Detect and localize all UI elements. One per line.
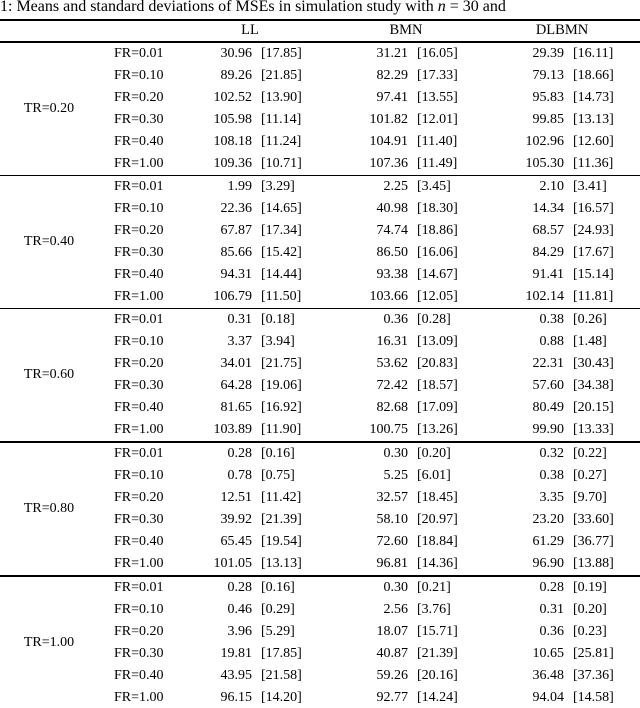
sd-value: [9.70] [573,490,607,505]
mean-value: 96.90 [532,556,565,571]
mean-value: 101.82 [369,112,408,127]
sd-value: [33.60] [573,512,614,527]
fr-label: FR=0.40 [114,534,164,549]
mean-value: 19.81 [220,646,252,661]
sd-value: [25.81] [573,646,614,661]
sd-value: [21.58] [261,668,302,683]
sd-value: [16.11] [573,46,614,61]
sd-value: [20.15] [573,400,614,415]
mean-value: 0.32 [484,442,564,465]
fr-label: FR=0.30 [114,512,164,527]
mean-value: 0.36 [539,624,565,639]
sd-value: [14.36] [417,556,458,571]
fr-label: FR=1.00 [114,690,164,705]
sd-value: [20.97] [417,512,458,527]
table-row [0,176,640,199]
mean-value: 99.90 [532,422,565,437]
tr-group-label: TR=0.20 [23,101,75,116]
sd-value: [0.23] [573,624,607,639]
mean-value: 85.66 [220,245,252,260]
fr-label: FR=0.10 [114,602,164,617]
mean-value: 91.41 [532,267,565,282]
mean-value: 102.52 [213,90,252,105]
mean-value: 5.25 [383,468,408,483]
mean-value: 92.77 [376,690,408,705]
sd-value: [0.20] [408,442,484,465]
sd-value: [16.05] [417,46,458,61]
mean-value: 82.68 [376,400,408,415]
sd-value: [12.01] [417,112,458,127]
mean-value: 43.95 [220,668,252,683]
sd-value: [13.88] [573,556,614,571]
sd-value: [14.65] [261,201,302,216]
fr-label: FR=1.00 [114,422,164,437]
sd-value: [0.16] [252,576,328,599]
mean-value: 2.25 [328,176,408,199]
mean-value: 105.30 [525,156,565,171]
mean-value: 3.35 [539,490,565,505]
fr-label: FR=0.40 [114,267,164,282]
fr-label: FR=0.10 [114,468,164,483]
mean-value: 95.83 [532,90,565,105]
sd-value: [0.20] [573,602,607,617]
mean-value: 59.26 [376,668,408,683]
sd-value: [3.76] [417,602,451,617]
sd-value: [14.20] [261,690,302,705]
sd-value: [5.29] [261,624,295,639]
fr-label: FR=0.40 [114,134,164,149]
mean-value: 58.10 [376,512,408,527]
mean-value: 57.60 [532,378,565,393]
mean-value: 93.38 [376,267,408,282]
caption-text-segment: 1: Means and standard deviations of MSEs in simulation study with [0,0,438,15]
sd-value: [36.77] [573,534,614,549]
sd-value: [11.50] [261,289,302,304]
sd-value: [13.13] [261,556,302,571]
sd-value: [11.90] [261,422,302,437]
sd-value: [34.38] [573,378,614,393]
sd-value: [12.05] [417,289,458,304]
sd-value: [18.57] [417,378,458,393]
mean-value: 100.75 [369,422,408,437]
sd-value: [14.44] [261,267,302,282]
results-table [0,19,640,708]
fr-label: FR=0.10 [114,334,164,349]
mean-value: 2.10 [484,176,564,199]
mean-value: 80.49 [532,400,565,415]
mean-value: 65.45 [220,534,252,549]
sd-value: [0.18] [252,309,328,332]
sd-value: [13.13] [573,112,614,127]
mean-value: 82.29 [376,68,408,83]
mean-value: 72.60 [376,534,408,549]
sd-value: [21.85] [261,68,302,83]
sd-value: [18.86] [417,223,458,238]
sd-value: [0.19] [564,576,640,599]
mean-value: 22.36 [220,201,252,216]
mean-value: 67.87 [220,223,252,238]
mean-value: 0.88 [539,334,565,349]
fr-label: FR=0.01 [98,442,172,465]
fr-label: FR=0.20 [114,223,164,238]
sd-value: [11.14] [261,112,302,127]
header-spacer-fr [98,20,172,42]
mean-value: 103.66 [369,289,408,304]
mean-value: 53.62 [376,356,408,371]
mean-value: 74.74 [376,223,408,238]
col-header-bmn: BMN [328,20,484,42]
mean-value: 109.36 [213,156,252,171]
mean-value: 0.36 [328,309,408,332]
sd-value: [6.01] [417,468,451,483]
mean-value: 0.28 [172,442,252,465]
fr-label: FR=0.20 [114,356,164,371]
mean-value: 40.98 [376,201,408,216]
table-row [0,442,640,465]
sd-value: [11.36] [573,156,614,171]
mean-value: 39.92 [220,512,252,527]
sd-value: [13.90] [261,90,302,105]
mean-value: 79.13 [532,68,565,83]
mean-value: 3.37 [227,334,252,349]
mean-value: 1.99 [172,176,252,199]
mean-value: 81.65 [220,400,252,415]
mean-value: 0.46 [227,602,252,617]
sd-value: [3.45] [408,176,484,199]
caption-text-segment: = 30 and [445,0,506,15]
mean-value: 101.05 [213,556,252,571]
mean-value: 102.96 [525,134,565,149]
sd-value: [15.71] [417,624,458,639]
table-row [0,309,640,332]
sd-value: [24.93] [573,223,614,238]
mean-value: 86.50 [376,245,408,260]
sd-value: [0.21] [408,576,484,599]
sd-value: [11.49] [417,156,458,171]
sd-value: [17.85] [261,646,302,661]
mean-value: 107.36 [369,156,408,171]
mean-value: 32.57 [376,490,408,505]
mean-value: 68.57 [532,223,565,238]
sd-value: [30.43] [573,356,614,371]
col-header-dlbmn: DLBMN [484,20,640,42]
sd-value: [0.28] [408,309,484,332]
mean-value: 0.30 [328,442,408,465]
mean-value: 16.31 [376,334,408,349]
mean-value: 61.29 [532,534,565,549]
fr-label: FR=0.20 [114,624,164,639]
fr-label: FR=1.00 [114,289,164,304]
mean-value: 0.28 [172,576,252,599]
fr-label: FR=0.01 [98,176,172,199]
sd-value: [37.36] [573,668,614,683]
mean-value: 97.41 [376,90,408,105]
sd-value: [11.40] [417,134,458,149]
sd-value: [11.24] [261,134,302,149]
mean-value: 0.38 [484,309,564,332]
sd-value: [20.83] [417,356,458,371]
fr-label: FR=0.10 [114,201,164,216]
header-spacer-tr [0,20,98,42]
sd-value: [14.73] [573,90,614,105]
sd-value: [18.30] [417,201,458,216]
sd-value: [0.26] [564,309,640,332]
table-row [0,42,640,65]
fr-label: FR=0.01 [114,46,164,61]
tr-group-label: TR=0.40 [0,176,98,309]
sd-value: [11.42] [261,490,302,505]
sd-value: [13.33] [573,422,614,437]
sd-value: [15.42] [261,245,302,260]
mean-value: 94.04 [532,690,565,705]
sd-value: [20.16] [417,668,458,683]
fr-label: FR=0.40 [114,668,164,683]
sd-value: [3.29] [252,176,328,199]
mean-value: 12.51 [220,490,252,505]
mean-value: 31.21 [376,46,408,61]
fr-label: FR=0.30 [114,378,164,393]
sd-value: [0.75] [261,468,295,483]
sd-value: [0.22] [564,442,640,465]
sd-value: [13.55] [417,90,458,105]
mean-value: 0.78 [227,468,252,483]
fr-label: FR=0.01 [98,309,172,332]
mean-value: 14.34 [532,201,565,216]
mean-value: 94.31 [220,267,252,282]
fr-label: FR=0.30 [114,245,164,260]
mean-value: 64.28 [220,378,252,393]
tr-group-label: TR=1.00 [0,576,98,708]
sd-value: [14.24] [417,690,458,705]
fr-label: FR=0.30 [114,112,164,127]
table-body [0,42,640,708]
mean-value: 105.98 [213,112,252,127]
header-row [0,20,640,42]
sd-value: [17.85] [261,46,302,61]
fr-label: FR=0.30 [114,646,164,661]
sd-value: [13.26] [417,422,458,437]
sd-value: [21.75] [261,356,302,371]
mean-value: 29.39 [532,46,565,61]
sd-value: [21.39] [261,512,302,527]
mean-value: 0.31 [172,309,252,332]
caption-math-segment: n [437,0,446,15]
mean-value: 104.91 [369,134,408,149]
col-header-ll: LL [172,20,328,42]
fr-label: FR=0.20 [114,90,164,105]
table-row [0,576,640,599]
sd-value: [16.92] [261,400,302,415]
sd-value: [18.45] [417,490,458,505]
sd-value: [19.54] [261,534,302,549]
sd-value: [17.09] [417,400,458,415]
mean-value: 0.38 [539,468,565,483]
sd-value: [13.09] [417,334,458,349]
sd-value: [14.67] [417,267,458,282]
tr-group-label: TR=0.60 [0,309,98,443]
sd-value: [0.16] [252,442,328,465]
mean-value: 96.15 [220,690,252,705]
mean-value: 22.31 [532,356,565,371]
mean-value: 102.14 [525,289,565,304]
mean-value: 72.42 [376,378,408,393]
mean-value: 34.01 [220,356,252,371]
sd-value: [15.14] [573,267,614,282]
sd-value: [12.60] [573,134,614,149]
mean-value: 103.89 [213,422,252,437]
fr-label: FR=1.00 [114,556,164,571]
mean-value: 10.65 [532,646,565,661]
sd-value: [16.57] [573,201,614,216]
mean-value: 89.26 [220,68,252,83]
sd-value: [17.67] [573,245,614,260]
fr-label: FR=0.20 [114,490,164,505]
mean-value: 84.29 [532,245,565,260]
mean-value: 96.81 [376,556,408,571]
mean-value: 2.56 [383,602,408,617]
mean-value: 30.96 [220,46,252,61]
mean-value: 108.18 [213,134,252,149]
sd-value: [21.39] [417,646,458,661]
fr-label: FR=0.01 [98,576,172,599]
mean-value: 18.07 [376,624,408,639]
fr-label: FR=0.10 [114,68,164,83]
sd-value: [18.66] [573,68,614,83]
sd-value: [10.71] [261,156,302,171]
table-header [0,20,640,42]
sd-value: [14.58] [573,690,614,705]
table-caption [0,0,640,16]
mean-value: 99.85 [532,112,565,127]
sd-value: [11.81] [573,289,614,304]
mean-value: 40.87 [376,646,408,661]
mean-value: 36.48 [532,668,565,683]
mean-value: 106.79 [213,289,252,304]
mean-value: 0.30 [328,576,408,599]
sd-value: [17.34] [261,223,302,238]
sd-value: [1.48] [573,334,607,349]
sd-value: [18.84] [417,534,458,549]
sd-value: [0.29] [261,602,295,617]
sd-value: [3.94] [261,334,295,349]
sd-value: [17.33] [417,68,458,83]
mean-value: 0.31 [539,602,565,617]
sd-value: [19.06] [261,378,302,393]
mean-value: 23.20 [532,512,565,527]
mean-value: 3.96 [227,624,252,639]
sd-value: [0.27] [573,468,607,483]
sd-value: [3.41] [564,176,640,199]
tr-group-label: TR=0.80 [0,442,98,576]
sd-value: [16.06] [417,245,458,260]
fr-label: FR=0.40 [114,400,164,415]
fr-label: FR=1.00 [114,156,164,171]
mean-value: 0.28 [484,576,564,599]
